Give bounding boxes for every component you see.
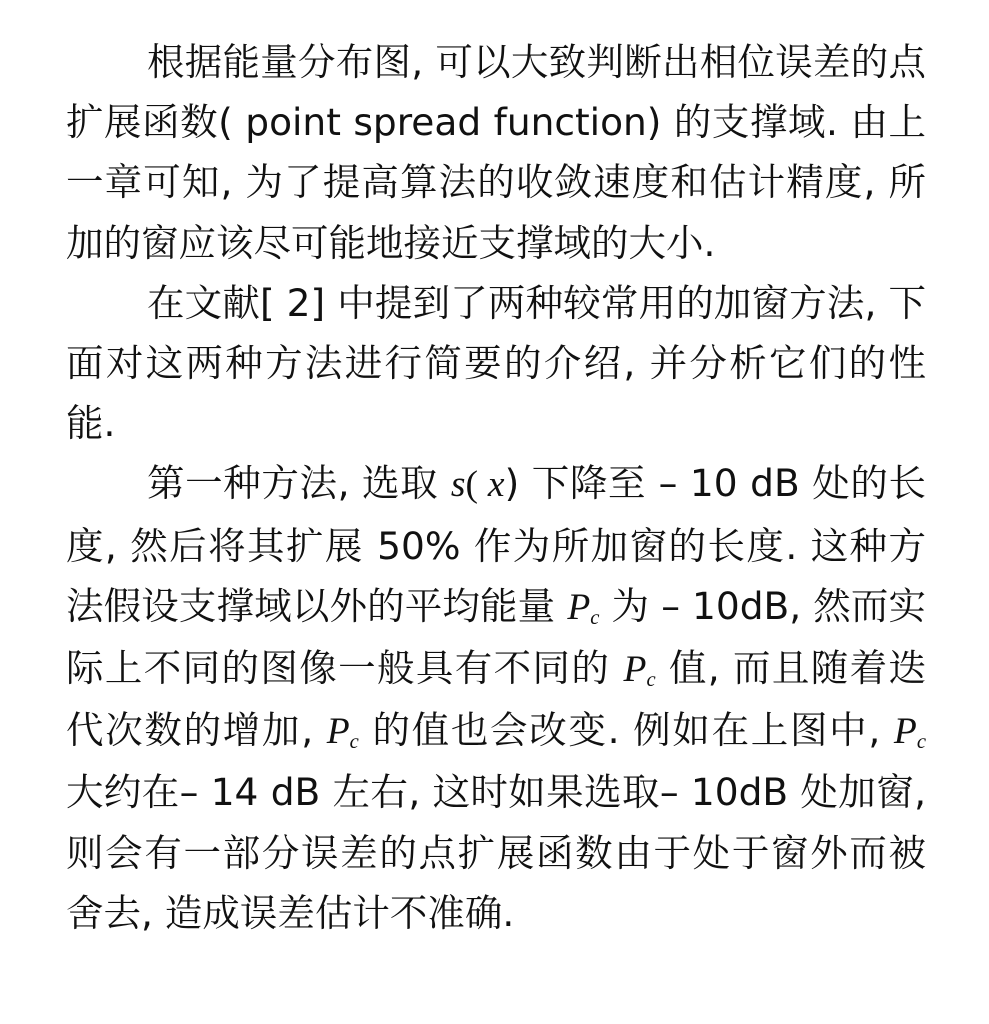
math-subscript-c: c <box>349 731 359 754</box>
paragraph-windowing-methods-intro: 在文献[ 2] 中提到了两种较常用的加窗方法, 下面对这两种方法进行简要的介绍, 并分析它们的性能. <box>66 280 926 446</box>
text-run: ) 下降至 – 10 dB 处的长度, 然后将其扩展 50% 作为所加窗的长度. 这种方法假设支撑域以外的平均能量 <box>66 461 926 628</box>
text-run: 为 – 10dB, 然而实际上不同的图像一般具有不同的 <box>66 583 926 691</box>
text-run: 的值也会改变. 例如在上图中, <box>358 708 894 753</box>
paragraph-first-method <box>66 453 926 943</box>
document-page <box>66 32 926 943</box>
text-run: 大约在– 14 dB 左右, 这时如果选取– 10dB 处加窗, 则会有一部分误差的点扩展函数由于处于窗外而被舍去, 造成误差估计不准确. <box>66 770 926 935</box>
text-run: 值, 而且随着迭代次数的增加, <box>66 646 927 753</box>
math-symbol-p: P <box>623 649 647 691</box>
math-symbol-p: P <box>567 586 591 628</box>
paragraph-window-support-domain: 根据能量分布图, 可以大致判断出相位误差的点扩展函数( point spread function) 的支撑域. 由上一章可知, 为了提高算法的收敛速度和估计精度, 所加的窗应该尽可能地接近支撑域的大小. <box>66 40 926 265</box>
math-symbol-x: x <box>487 464 505 506</box>
math-symbol-p: P <box>326 711 350 753</box>
math-symbol-s: s <box>450 464 466 506</box>
text-run: 第一种方法, 选取 <box>147 461 451 506</box>
math-subscript-c: c <box>590 606 600 629</box>
text-run: ( <box>465 464 488 506</box>
math-subscript-c: c <box>646 669 656 692</box>
math-symbol-p: P <box>893 711 917 753</box>
math-subscript-c: c <box>916 731 926 754</box>
